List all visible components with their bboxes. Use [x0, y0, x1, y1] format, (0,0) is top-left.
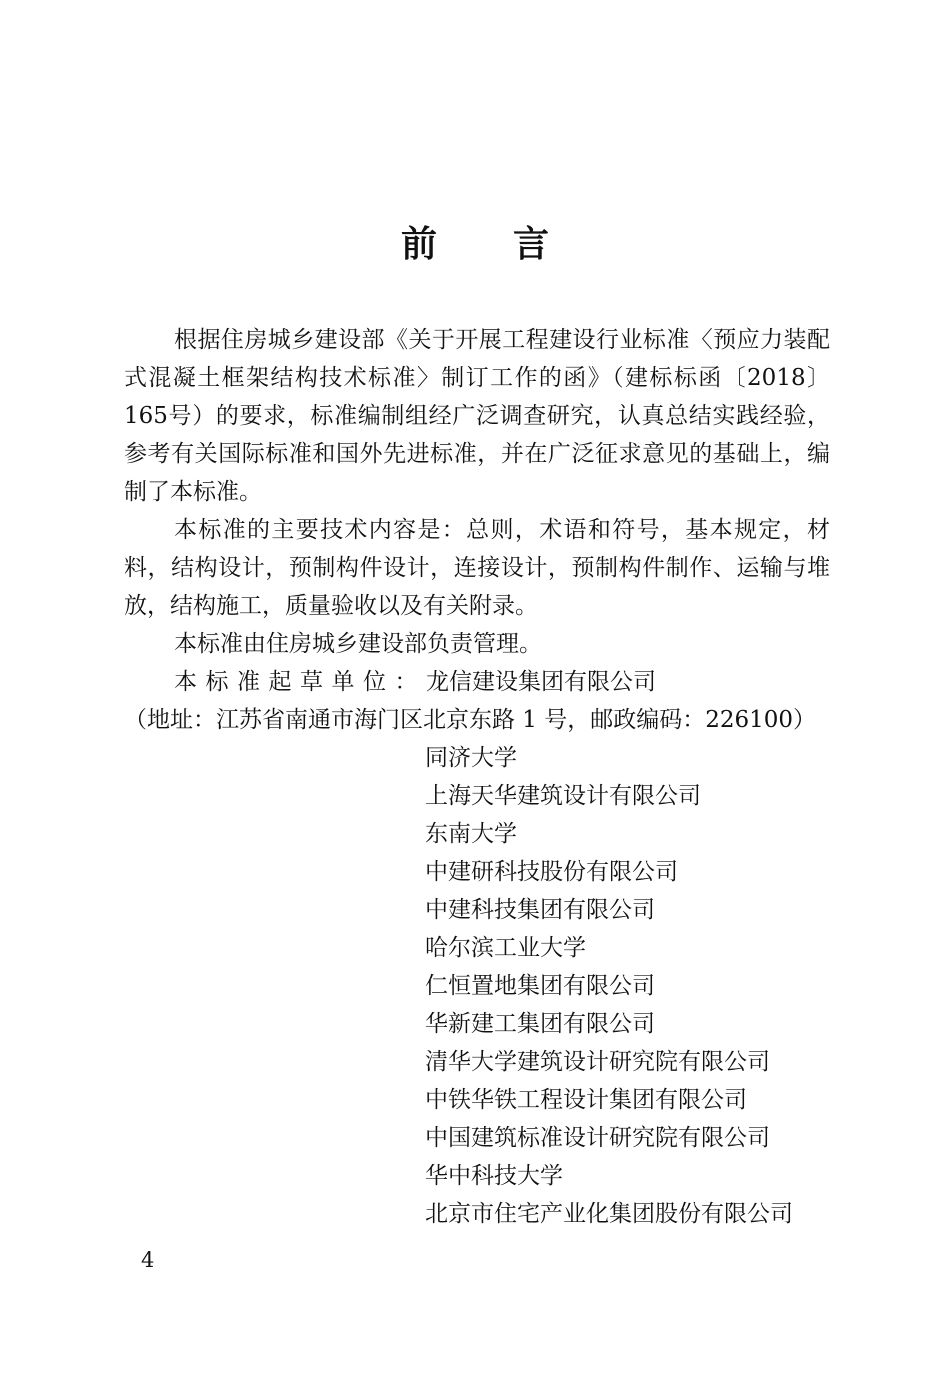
page-title: 前言: [400, 223, 625, 266]
list-item: 中建科技集团有限公司: [425, 897, 655, 923]
list-item: 华新建工集团有限公司: [425, 1011, 655, 1037]
list-item: 华中科技大学: [425, 1163, 563, 1189]
chief-unit-address: （地址：江苏省南通市海门区北京东路 1 号，邮政编码：226100）: [124, 707, 817, 733]
chief-drafting-unit: 龙信建设集团有限公司: [426, 669, 656, 695]
list-item: 中建研科技股份有限公司: [425, 859, 678, 885]
page-number: 4: [141, 1248, 155, 1272]
list-item: 清华大学建筑设计研究院有限公司: [425, 1049, 770, 1075]
drafting-unit-list: [124, 739, 830, 1233]
list-item: 仁恒置地集团有限公司: [425, 973, 655, 999]
list-item: 中国建筑标准设计研究院有限公司: [425, 1125, 770, 1151]
list-item: 同济大学: [425, 745, 517, 771]
list-item: 东南大学: [425, 821, 517, 847]
list-item: 中铁华铁工程设计集团有限公司: [425, 1087, 747, 1113]
list-item: 北京市住宅产业化集团股份有限公司: [425, 1201, 793, 1227]
paragraph-management: 本标准由住房城乡建设部负责管理。: [174, 631, 542, 657]
drafting-unit-line: [124, 663, 830, 701]
paragraph-basis: 根据住房城乡建设部《关于开展工程建设行业标准〈预应力装配式混凝土框架结构技术标准〉制订工作的函》（建标标函〔2018〕165号）的要求，标准编制组经广泛调查研究，认真总结实践经验，参考有关国际标准和国外先进标准，并在广泛征求意见的基础上，编制了本标准。: [124, 327, 830, 505]
drafting-unit-label: 本标准起草单位：: [174, 669, 426, 695]
list-item: 哈尔滨工业大学: [425, 935, 586, 961]
paragraph-technical-content: 本标准的主要技术内容是：总则，术语和符号，基本规定，材料，结构设计，预制构件设计，连接设计，预制构件制作、运输与堆放，结构施工，质量验收以及有关附录。: [124, 517, 830, 619]
preface-body: [124, 321, 830, 1233]
list-item: 上海天华建筑设计有限公司: [425, 783, 701, 809]
